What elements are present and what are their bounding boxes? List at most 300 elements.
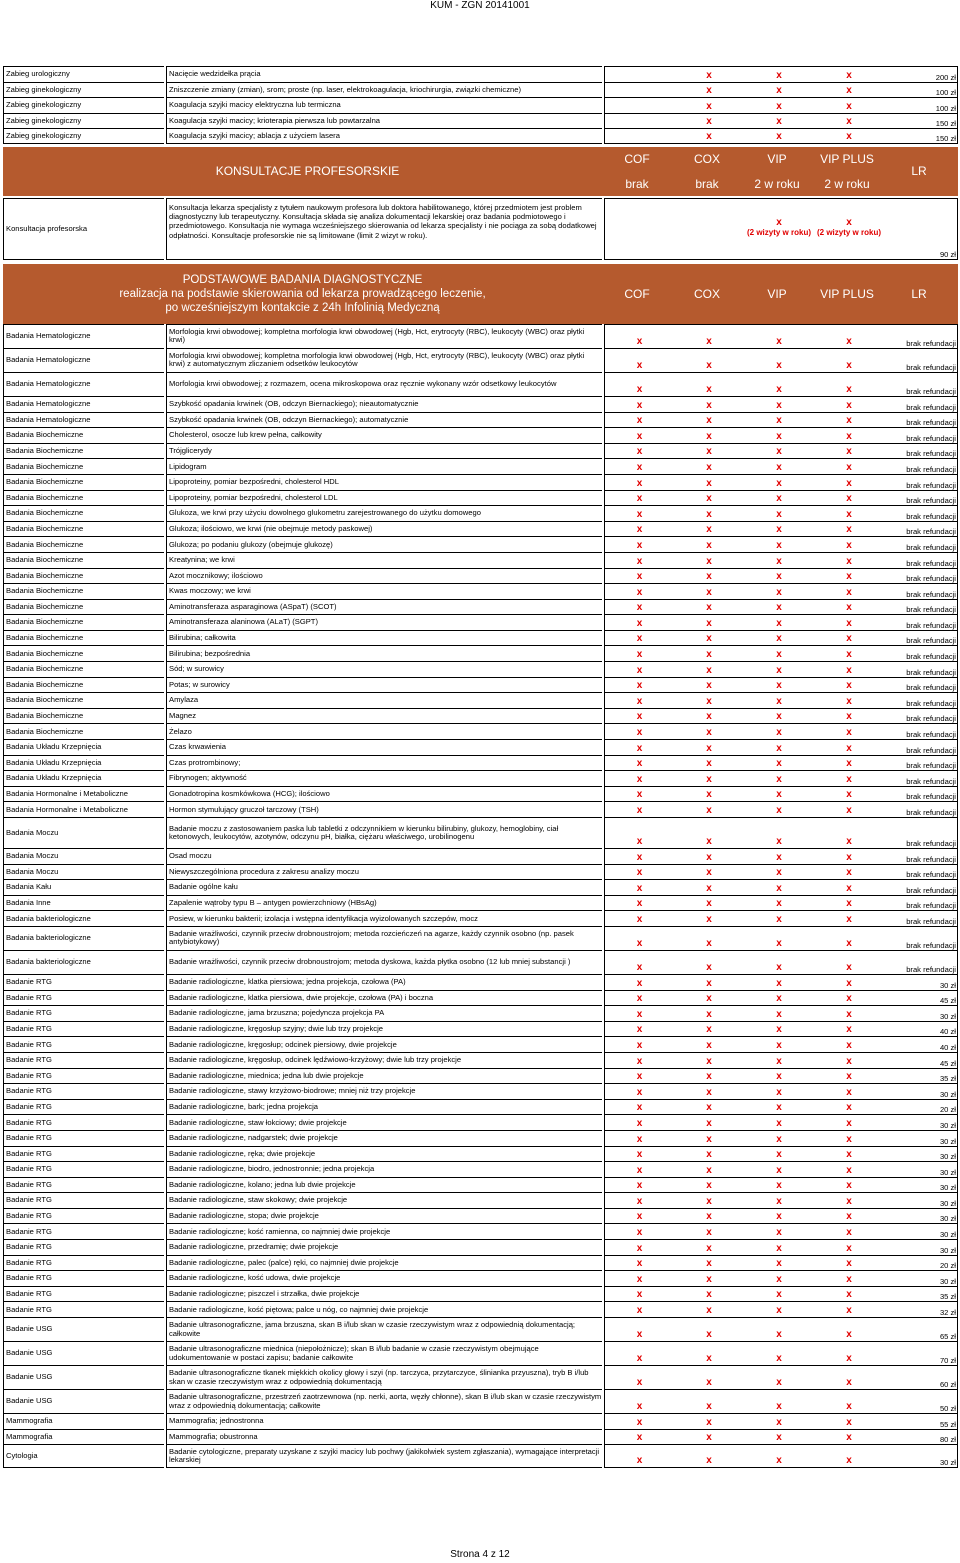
row-category: Badanie RTG — [3, 974, 164, 990]
diag-rows — [3, 324, 958, 1468]
row-mark: x — [814, 490, 884, 506]
row-mark: x — [674, 568, 744, 584]
row-mark: x — [814, 1021, 884, 1037]
row-price: 30 zł — [884, 1005, 958, 1021]
row-mark: x — [674, 801, 744, 817]
prof-row — [3, 198, 958, 260]
row-description: Badanie radiologiczne; kość ramienna, co najmniej dwie projekcje — [166, 1223, 602, 1239]
row-description: Nacięcie wedzidełka prącia — [166, 66, 602, 82]
table-row — [3, 1286, 958, 1302]
row-mark: x — [674, 1301, 744, 1317]
table-row — [3, 614, 958, 630]
row-category: Badania Moczu — [3, 848, 164, 864]
row-mark: x — [674, 1365, 744, 1389]
row-price: brak refundacji — [884, 645, 958, 661]
row-description: Bilirubina; bezpośrednia — [166, 645, 602, 661]
row-mark: x — [744, 879, 814, 895]
row-mark: x — [674, 536, 744, 552]
row-mark: x — [744, 583, 814, 599]
row-category: Badanie RTG — [3, 1052, 164, 1068]
row-mark: x — [604, 348, 674, 372]
row-mark: x — [814, 926, 884, 950]
row-mark: x — [744, 739, 814, 755]
row-mark: x — [674, 1068, 744, 1084]
row-mark: x — [744, 66, 814, 82]
row-mark: x — [814, 568, 884, 584]
row-mark: x — [814, 677, 884, 693]
table-row — [3, 396, 958, 412]
row-mark: x — [744, 82, 814, 98]
row-category: Badanie RTG — [3, 1083, 164, 1099]
row-mark: x — [604, 708, 674, 724]
row-empty-cell — [604, 82, 674, 98]
table-row — [3, 113, 958, 129]
row-mark: x — [674, 630, 744, 646]
row-mark: x — [674, 614, 744, 630]
table-row — [3, 630, 958, 646]
row-category: Badanie RTG — [3, 1255, 164, 1271]
row-mark: x — [814, 1208, 884, 1224]
table-row — [3, 990, 958, 1006]
row-mark: x — [674, 723, 744, 739]
row-mark: x — [674, 895, 744, 911]
row-category: Zabieg ginekologiczny — [3, 82, 164, 98]
row-mark: x — [744, 128, 814, 144]
row-description: Koagulacja szyjki macicy; ablacja z użyciem lasera — [166, 128, 602, 144]
table-row — [3, 801, 958, 817]
prof-vip-cell — [744, 198, 814, 260]
row-mark: x — [744, 1286, 814, 1302]
row-mark: x — [814, 1099, 884, 1115]
table-row — [3, 1239, 958, 1255]
row-mark: x — [744, 645, 814, 661]
row-category: Zabieg urologiczny — [3, 66, 164, 82]
row-mark: x — [744, 1177, 814, 1193]
row-mark: x — [744, 1068, 814, 1084]
row-description: Osad moczu — [166, 848, 602, 864]
row-mark: x — [744, 427, 814, 443]
row-mark: x — [814, 692, 884, 708]
row-mark: x — [744, 1021, 814, 1037]
row-price: brak refundacji — [884, 427, 958, 443]
row-mark: x — [814, 82, 884, 98]
row-description: Mammografia; obustronna — [166, 1429, 602, 1445]
row-mark: x — [814, 1444, 884, 1468]
row-description: Azot mocznikowy; ilościowo — [166, 568, 602, 584]
row-mark: x — [744, 1317, 814, 1341]
row-price: brak refundacji — [884, 770, 958, 786]
row-mark: x — [744, 1036, 814, 1052]
row-description: Amylaza — [166, 692, 602, 708]
row-mark: x — [674, 113, 744, 129]
row-mark: x — [604, 739, 674, 755]
row-mark: x — [604, 1317, 674, 1341]
row-description: Trójglicerydy — [166, 443, 602, 459]
row-description: Badanie moczu z zastosowaniem paska lub tabletki z odczynnikiem w kierunku bilirubiny, glukozy, hemoglobiny, ciał ketonowych, leukocytów, azotynów, odczynu pH, białka, ciężaru właściwego, urobilinogenu — [166, 817, 602, 848]
row-mark: x — [814, 348, 884, 372]
row-price: brak refundacji — [884, 396, 958, 412]
row-mark: x — [744, 396, 814, 412]
table-row — [3, 66, 958, 82]
col-vip-plus: VIP PLUS 2 w roku — [820, 152, 874, 191]
row-price: 30 zł — [884, 1208, 958, 1224]
row-category: Badania Układu Krzepnięcia — [3, 755, 164, 771]
row-mark: x — [604, 630, 674, 646]
row-category: Mammografia — [3, 1429, 164, 1445]
diag-title: PODSTAWOWE BADANIA DIAGNOSTYCZNE — [182, 273, 423, 286]
table-row — [3, 521, 958, 537]
row-mark: x — [744, 568, 814, 584]
row-mark: x — [674, 583, 744, 599]
row-description: Kreatynina; we krwi — [166, 552, 602, 568]
row-mark: x — [604, 1068, 674, 1084]
diag-subtitle-1: realizacja na podstawie skierowania od lekarza prowadzącego leczenie, — [119, 287, 486, 300]
row-mark: x — [604, 1083, 674, 1099]
table-row — [3, 1130, 958, 1146]
page-header: KUM - ZGN 20141001 — [430, 0, 530, 11]
row-mark: x — [814, 614, 884, 630]
table-row — [3, 427, 958, 443]
row-mark: x — [604, 801, 674, 817]
row-category: Badania Układu Krzepnięcia — [3, 770, 164, 786]
table-row — [3, 1161, 958, 1177]
row-description: Badanie cytologiczne, preparaty uzyskane z szyjki macicy lub pochwy (jakikolwiek system zgłaszania), wymagające interpretacji lekarskiej — [166, 1444, 602, 1468]
row-mark: x — [814, 817, 884, 848]
row-mark: x — [674, 1146, 744, 1162]
row-description: Gonadotropina kosmkówkowa (HCG); ilościowo — [166, 786, 602, 802]
col-vip: VIP 2 w roku — [754, 152, 800, 191]
row-mark: x — [744, 521, 814, 537]
row-description: Sód; w surowicy — [166, 661, 602, 677]
row-description: Kwas moczowy; we krwi — [166, 583, 602, 599]
row-mark: x — [674, 1099, 744, 1115]
row-description: Hormon stymulujący gruczoł tarczowy (TSH) — [166, 801, 602, 817]
row-category: Badania bakteriologiczne — [3, 950, 164, 974]
row-description: Lipoproteiny, pomiar bezpośredni, cholesterol LDL — [166, 490, 602, 506]
row-price: 30 zł — [884, 1146, 958, 1162]
row-price: 30 zł — [884, 1223, 958, 1239]
row-mark: x — [604, 645, 674, 661]
row-mark: x — [814, 1255, 884, 1271]
table-row — [3, 1146, 958, 1162]
table-row — [3, 1270, 958, 1286]
col-lr: LR — [911, 164, 927, 179]
row-mark: x — [674, 474, 744, 490]
table-row — [3, 950, 958, 974]
row-empty-cell — [604, 97, 674, 113]
row-mark: x — [674, 950, 744, 974]
row-mark: x — [814, 521, 884, 537]
row-mark: x — [604, 1270, 674, 1286]
row-mark: x — [674, 1444, 744, 1468]
row-mark: x — [814, 786, 884, 802]
row-mark: x — [744, 1444, 814, 1468]
row-mark: x — [744, 817, 814, 848]
row-description: Szybkość opadania krwinek (OB, odczyn Biernackiego); nieautomatycznie — [166, 396, 602, 412]
row-mark: x — [674, 324, 744, 348]
row-description: Badanie radiologiczne, jama brzuszna; pojedyncza projekcja PA — [166, 1005, 602, 1021]
prof-vip-mark: x — [776, 217, 782, 229]
row-description: Bilirubina; całkowita — [166, 630, 602, 646]
table-row — [3, 1255, 958, 1271]
row-category: Badania Hematologiczne — [3, 396, 164, 412]
row-description: Glukoza, we krwi przy użyciu dowolnego glukometru zarejestrowanego do użytku domowego — [166, 505, 602, 521]
row-category: Badania Moczu — [3, 817, 164, 848]
row-category: Badania Biochemiczne — [3, 614, 164, 630]
row-description: Czas krwawienia — [166, 739, 602, 755]
row-mark: x — [814, 1286, 884, 1302]
row-mark: x — [814, 443, 884, 459]
row-mark: x — [674, 505, 744, 521]
row-description: Badanie radiologiczne, klatka piersiowa; jedna projekcja, czołowa (PA) — [166, 974, 602, 990]
row-mark: x — [814, 864, 884, 880]
row-category: Badanie USG — [3, 1389, 164, 1413]
row-description: Badanie radiologiczne, kręgosłup szyjny; dwie lub trzy projekcje — [166, 1021, 602, 1037]
row-mark: x — [814, 974, 884, 990]
row-category: Badania Moczu — [3, 864, 164, 880]
row-description: Badanie wrażliwości, czynnik przeciw drobnoustrojom; metoda rozcieńczeń na agarze, każdy czynnik osobno (np. pasek antybiotykowy) — [166, 926, 602, 950]
row-mark: x — [604, 974, 674, 990]
row-mark: x — [744, 348, 814, 372]
row-mark: x — [604, 1146, 674, 1162]
row-mark: x — [604, 1389, 674, 1413]
row-mark: x — [674, 1270, 744, 1286]
price-table — [3, 66, 958, 1468]
diag-col-vip-plus: VIP PLUS — [820, 286, 874, 301]
row-description: Badanie wrażliwości, czynnik przeciw drobnoustrojom; metoda dyskowa, każda płytka osobno (12 lub mniej substancji ) — [166, 950, 602, 974]
row-mark: x — [674, 443, 744, 459]
row-price: brak refundacji — [884, 552, 958, 568]
row-empty-cell — [604, 128, 674, 144]
row-price: 30 zł — [884, 1444, 958, 1468]
row-category: Badania Biochemiczne — [3, 723, 164, 739]
row-mark: x — [744, 1083, 814, 1099]
table-row — [3, 879, 958, 895]
row-category: Badanie RTG — [3, 1208, 164, 1224]
table-row — [3, 97, 958, 113]
table-row — [3, 1114, 958, 1130]
table-row — [3, 443, 958, 459]
row-price: 30 zł — [884, 974, 958, 990]
row-mark: x — [604, 412, 674, 428]
row-mark: x — [814, 950, 884, 974]
row-mark: x — [674, 1114, 744, 1130]
row-description: Badanie radiologiczne, kolano; jedna lub dwie projekcje — [166, 1177, 602, 1193]
row-description: Zniszczenie zmiany (zmian), srom; proste (np. laser, elektrokoagulacja, kriochirurgia, związki chemiczne) — [166, 82, 602, 98]
row-price: brak refundacji — [884, 950, 958, 974]
row-price: brak refundacji — [884, 661, 958, 677]
row-price: brak refundacji — [884, 817, 958, 848]
row-category: Badania Hormonalne i Metaboliczne — [3, 786, 164, 802]
row-mark: x — [674, 692, 744, 708]
row-mark: x — [744, 1146, 814, 1162]
row-mark: x — [814, 396, 884, 412]
row-mark: x — [744, 630, 814, 646]
row-mark: x — [604, 1161, 674, 1177]
row-category: Zabieg ginekologiczny — [3, 97, 164, 113]
row-mark: x — [604, 396, 674, 412]
row-category: Badania Biochemiczne — [3, 583, 164, 599]
row-description: Czas protrombinowy; — [166, 755, 602, 771]
row-category: Badanie RTG — [3, 1161, 164, 1177]
row-mark: x — [744, 1255, 814, 1271]
row-category: Badania Biochemiczne — [3, 490, 164, 506]
row-mark: x — [674, 427, 744, 443]
row-mark: x — [604, 490, 674, 506]
prof-category: Konsultacja profesorska — [3, 198, 164, 260]
row-mark: x — [674, 879, 744, 895]
row-price: 35 zł — [884, 1068, 958, 1084]
row-description: Fibrynogen; aktywność — [166, 770, 602, 786]
row-category: Badania Biochemiczne — [3, 521, 164, 537]
row-description: Koagulacja szyjki macicy elektryczna lub termiczna — [166, 97, 602, 113]
row-mark: x — [814, 1146, 884, 1162]
row-description: Badanie radiologiczne, nadgarstek; dwie projekcje — [166, 1130, 602, 1146]
row-mark: x — [604, 1114, 674, 1130]
table-row — [3, 1177, 958, 1193]
row-mark: x — [674, 599, 744, 615]
table-row — [3, 1052, 958, 1068]
row-mark: x — [604, 1429, 674, 1445]
row-mark: x — [814, 1223, 884, 1239]
row-description: Morfologia krwi obwodowej; kompletna morfologia krwi obwodowej (Hgb, Hct, erytrocyty (RBC), leukocyty (WBC) oraz płytki krwi) — [166, 324, 602, 348]
row-mark: x — [674, 739, 744, 755]
row-mark: x — [604, 950, 674, 974]
table-row — [3, 412, 958, 428]
table-row — [3, 708, 958, 724]
row-mark: x — [744, 1341, 814, 1365]
table-row — [3, 1365, 958, 1389]
row-mark: x — [814, 879, 884, 895]
row-category: Badania Biochemiczne — [3, 427, 164, 443]
row-price: 30 zł — [884, 1161, 958, 1177]
row-category: Badania Biochemiczne — [3, 474, 164, 490]
row-price: 100 zł — [884, 82, 958, 98]
row-category: Badania Biochemiczne — [3, 708, 164, 724]
row-mark: x — [674, 1429, 744, 1445]
row-mark: x — [744, 708, 814, 724]
table-row — [3, 490, 958, 506]
row-category: Badanie RTG — [3, 1005, 164, 1021]
table-row — [3, 1341, 958, 1365]
row-mark: x — [604, 817, 674, 848]
row-description: Morfologia krwi obwodowej; z rozmazem, ocena mikroskopowa oraz ręcznie wykonany wzór odsetkowy leukocytów — [166, 372, 602, 396]
row-mark: x — [814, 1365, 884, 1389]
row-mark: x — [744, 1301, 814, 1317]
row-mark: x — [744, 677, 814, 693]
row-description: Badanie ogólne kału — [166, 879, 602, 895]
row-description: Glukoza; po podaniu glukozy (obejmuje glukozę) — [166, 536, 602, 552]
row-description: Zapalenie wątroby typu B – antygen powierzchniowy (HBsAg) — [166, 895, 602, 911]
row-mark: x — [814, 1317, 884, 1341]
row-price: 45 zł — [884, 990, 958, 1006]
row-mark: x — [674, 1036, 744, 1052]
row-mark: x — [674, 490, 744, 506]
row-mark: x — [744, 599, 814, 615]
row-mark: x — [674, 910, 744, 926]
row-mark: x — [744, 1114, 814, 1130]
row-price: 200 zł — [884, 66, 958, 82]
row-mark: x — [744, 1223, 814, 1239]
row-mark: x — [604, 1208, 674, 1224]
row-description: Niewyszczególniona procedura z zakresu analizy moczu — [166, 864, 602, 880]
row-mark: x — [604, 505, 674, 521]
row-mark: x — [814, 536, 884, 552]
row-mark: x — [604, 1286, 674, 1302]
row-mark: x — [814, 372, 884, 396]
row-mark: x — [604, 474, 674, 490]
row-description: Cholesterol, osocze lub krew pełna, całkowity — [166, 427, 602, 443]
row-category: Badania Biochemiczne — [3, 458, 164, 474]
row-description: Morfologia krwi obwodowej; kompletna morfologia krwi obwodowej (Hgb, Hct, erytrocyty (RBC), leukocyty (WBC) oraz płytki krwi) z automatycznym zliczaniem odsetków leukocytów — [166, 348, 602, 372]
row-mark: x — [744, 723, 814, 739]
row-mark: x — [814, 1052, 884, 1068]
prof-vipplus-note: (2 wizyty w roku) — [816, 228, 881, 238]
table-row — [3, 895, 958, 911]
row-price: brak refundacji — [884, 324, 958, 348]
row-price: 40 zł — [884, 1021, 958, 1037]
row-mark: x — [604, 1005, 674, 1021]
row-mark: x — [674, 1083, 744, 1099]
table-row — [3, 677, 958, 693]
row-category: Badanie RTG — [3, 1301, 164, 1317]
table-row — [3, 1301, 958, 1317]
row-mark: x — [674, 770, 744, 786]
row-price: brak refundacji — [884, 630, 958, 646]
row-mark: x — [604, 536, 674, 552]
row-price: brak refundacji — [884, 599, 958, 615]
row-category: Zabieg ginekologiczny — [3, 113, 164, 129]
row-mark: x — [744, 926, 814, 950]
table-row — [3, 1317, 958, 1341]
diag-subtitle-2: po wcześniejszym kontakcie z 24h Infolinią Medyczną — [165, 301, 440, 314]
row-mark: x — [674, 1286, 744, 1302]
row-mark: x — [744, 458, 814, 474]
row-price: brak refundacji — [884, 879, 958, 895]
row-mark: x — [814, 1192, 884, 1208]
row-mark: x — [814, 755, 884, 771]
row-mark: x — [674, 1255, 744, 1271]
row-description: Badanie radiologiczne; piszczel i strzałka, dwie projekcje — [166, 1286, 602, 1302]
row-mark: x — [674, 1161, 744, 1177]
page-footer: Strona 4 z 12 — [450, 1549, 510, 1560]
row-mark: x — [674, 1389, 744, 1413]
row-category: Badanie RTG — [3, 1099, 164, 1115]
row-mark: x — [814, 1130, 884, 1146]
row-mark: x — [814, 66, 884, 82]
row-category: Badanie RTG — [3, 1146, 164, 1162]
row-mark: x — [744, 1052, 814, 1068]
prof-section-title: KONSULTACJE PROFESORSKIE — [3, 147, 602, 196]
row-mark: x — [814, 708, 884, 724]
row-description: Badanie radiologiczne, biodro, jednostronnie; jedna projekcja — [166, 1161, 602, 1177]
row-mark: x — [604, 848, 674, 864]
row-mark: x — [744, 990, 814, 1006]
row-mark: x — [814, 848, 884, 864]
row-price: 150 zł — [884, 113, 958, 129]
row-description: Aminotransferaza alaninowa (ALaT) (SGPT) — [166, 614, 602, 630]
row-mark: x — [604, 879, 674, 895]
table-row — [3, 552, 958, 568]
table-row — [3, 1444, 958, 1468]
row-price: brak refundacji — [884, 568, 958, 584]
row-price: 32 zł — [884, 1301, 958, 1317]
row-price: brak refundacji — [884, 910, 958, 926]
prof-vipplus-cell — [814, 198, 884, 260]
row-price: brak refundacji — [884, 848, 958, 864]
table-row — [3, 739, 958, 755]
row-category: Badania Biochemiczne — [3, 552, 164, 568]
